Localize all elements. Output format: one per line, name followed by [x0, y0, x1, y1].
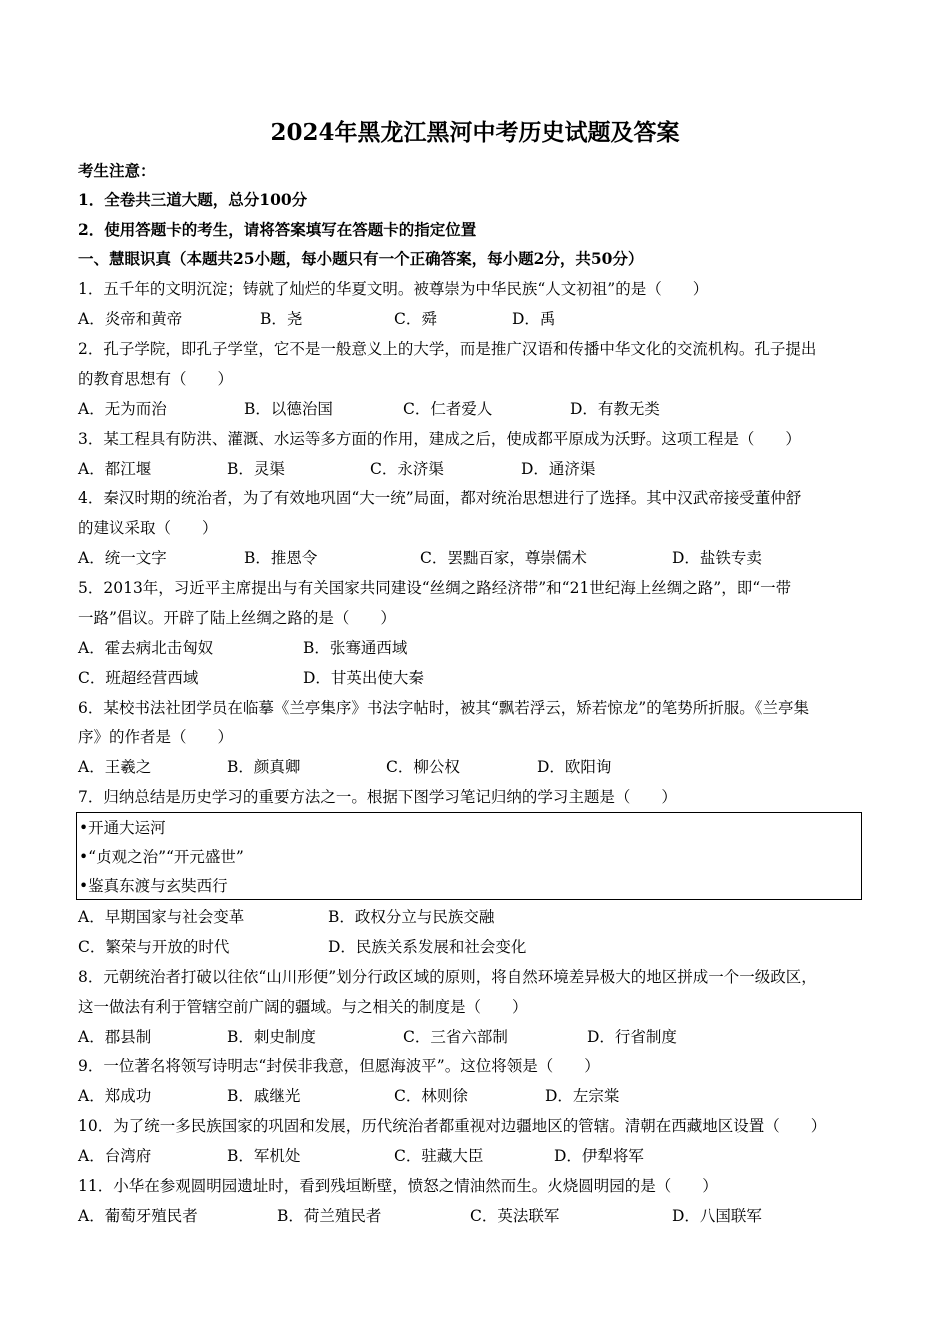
note-item: •鉴真东渡与玄奘西行 [79, 877, 228, 895]
option: D．左宗棠 [545, 1087, 620, 1105]
option: C．仁者爱人 [403, 400, 493, 418]
option: B．刺史制度 [227, 1028, 316, 1046]
option: A．早期国家与社会变革 [78, 908, 245, 926]
option: B．戚继光 [227, 1087, 301, 1105]
notice-heading: 考生注意： [78, 161, 156, 180]
option: B．颜真卿 [227, 758, 301, 776]
option: D．有教无类 [570, 400, 660, 418]
question-text: 5．2013年，习近平主席提出与有关国家共同建设“丝绸之路经济带”和“21世纪海上丝绸之路”，即“一带 [78, 579, 792, 597]
option: B．尧 [260, 310, 303, 328]
option: B．灵渠 [227, 460, 285, 478]
option: D．盐铁专卖 [672, 549, 762, 567]
option: C．柳公权 [386, 758, 460, 776]
option: B．推恩令 [244, 549, 318, 567]
option: D．通济渠 [521, 460, 596, 478]
study-notes-box [76, 812, 862, 900]
question-text: 1．五千年的文明沉淀；铸就了灿烂的华夏文明。被尊崇为中华民族“人文初祖”的是（ ） [78, 280, 709, 298]
option: C．英法联军 [470, 1207, 560, 1225]
option: D．欧阳询 [537, 758, 612, 776]
question-text: 的建议采取（ ） [78, 519, 218, 537]
notice-item: 1．全卷共三道大题，总分100分 [78, 190, 308, 209]
question-text: 3．某工程具有防洪、灌溉、水运等多方面的作用，建成之后，使成都平原成为沃野。这项工程是（ ） [78, 430, 801, 448]
option: D．八国联军 [672, 1207, 762, 1225]
option: C．班超经营西域 [78, 669, 199, 687]
section-heading: 一、慧眼识真（本题共25小题，每小题只有一个正确答案，每小题2分，共50分） [78, 249, 644, 268]
option: A．葡萄牙殖民者 [78, 1207, 198, 1225]
option: A．郡县制 [78, 1028, 152, 1046]
option: C．驻藏大臣 [394, 1147, 484, 1165]
note-item: •开通大运河 [79, 819, 166, 837]
option: D．民族关系发展和社会变化 [328, 938, 527, 956]
option: D．甘英出使大秦 [303, 669, 424, 687]
option: B．以德治国 [244, 400, 333, 418]
option: A．台湾府 [78, 1147, 152, 1165]
question-text: 10．为了统一多民族国家的巩固和发展，历代统治者都重视对边疆地区的管辖。清朝在西藏地区设置（ ） [78, 1117, 827, 1135]
question-text: 11．小华在参观圆明园遗址时，看到残垣断壁，愤怒之情油然而生。火烧圆明园的是（ ） [78, 1177, 718, 1195]
question-text: 一路”倡议。开辟了陆上丝绸之路的是（ ） [78, 609, 396, 627]
option: A．郑成功 [78, 1087, 152, 1105]
question-text: 6．某校书法社团学员在临摹《兰亭集序》书法字帖时，被其“飘若浮云，矫若惊龙”的笔势所折服。《兰亭集 [78, 699, 809, 717]
option: A．王羲之 [78, 758, 152, 776]
option: C．林则徐 [394, 1087, 468, 1105]
option: D．伊犁将军 [554, 1147, 644, 1165]
option: C．罢黜百家，尊崇儒术 [420, 549, 587, 567]
question-text: 4．秦汉时期的统治者，为了有效地巩固“大一统”局面，都对统治思想进行了选择。其中汉武帝接受董仲舒 [78, 489, 802, 507]
question-text: 2．孔子学院，即孔子学堂，它不是一般意义上的大学，而是推广汉语和传播中华文化的交流机构。孔子提出 [78, 340, 817, 358]
option: A．统一文字 [78, 549, 167, 567]
option: C．永济渠 [370, 460, 444, 478]
option: B．政权分立与民族交融 [328, 908, 495, 926]
question-text: 8．元朝统治者打破以往依“山川形便”划分行政区域的原则，将自然环境差异极大的地区拼成一个一级政区， [78, 968, 817, 986]
option: A．都江堰 [78, 460, 152, 478]
question-text: 序》的作者是（ ） [78, 728, 234, 746]
option: B．张骞通西域 [303, 639, 408, 657]
page-title: 2024年黑龙江黑河中考历史试题及答案 [270, 119, 680, 146]
option: D．禹 [512, 310, 556, 328]
notice-item: 2．使用答题卡的考生，请将答案填写在答题卡的指定位置 [78, 220, 477, 239]
option: B．军机处 [227, 1147, 301, 1165]
option: C．三省六部制 [403, 1028, 508, 1046]
option: B．荷兰殖民者 [277, 1207, 382, 1225]
question-text: 这一做法有利于管辖空前广阔的疆域。与之相关的制度是（ ） [78, 998, 528, 1016]
option: D．行省制度 [587, 1028, 677, 1046]
question-text: 9．一位著名将领写诗明志“封侯非我意，但愿海波平”。这位将领是（ ） [78, 1057, 600, 1075]
option: C．繁荣与开放的时代 [78, 938, 230, 956]
question-text: 7．归纳总结是历史学习的重要方法之一。根据下图学习笔记归纳的学习主题是（ ） [78, 788, 677, 806]
option: C．舜 [394, 310, 437, 328]
option: A．无为而治 [78, 400, 167, 418]
option: A．炎帝和黄帝 [78, 310, 183, 328]
note-item: •“贞观之治”“开元盛世” [79, 848, 244, 866]
question-text: 的教育思想有（ ） [78, 370, 234, 388]
option: A．霍去病北击匈奴 [78, 639, 214, 657]
